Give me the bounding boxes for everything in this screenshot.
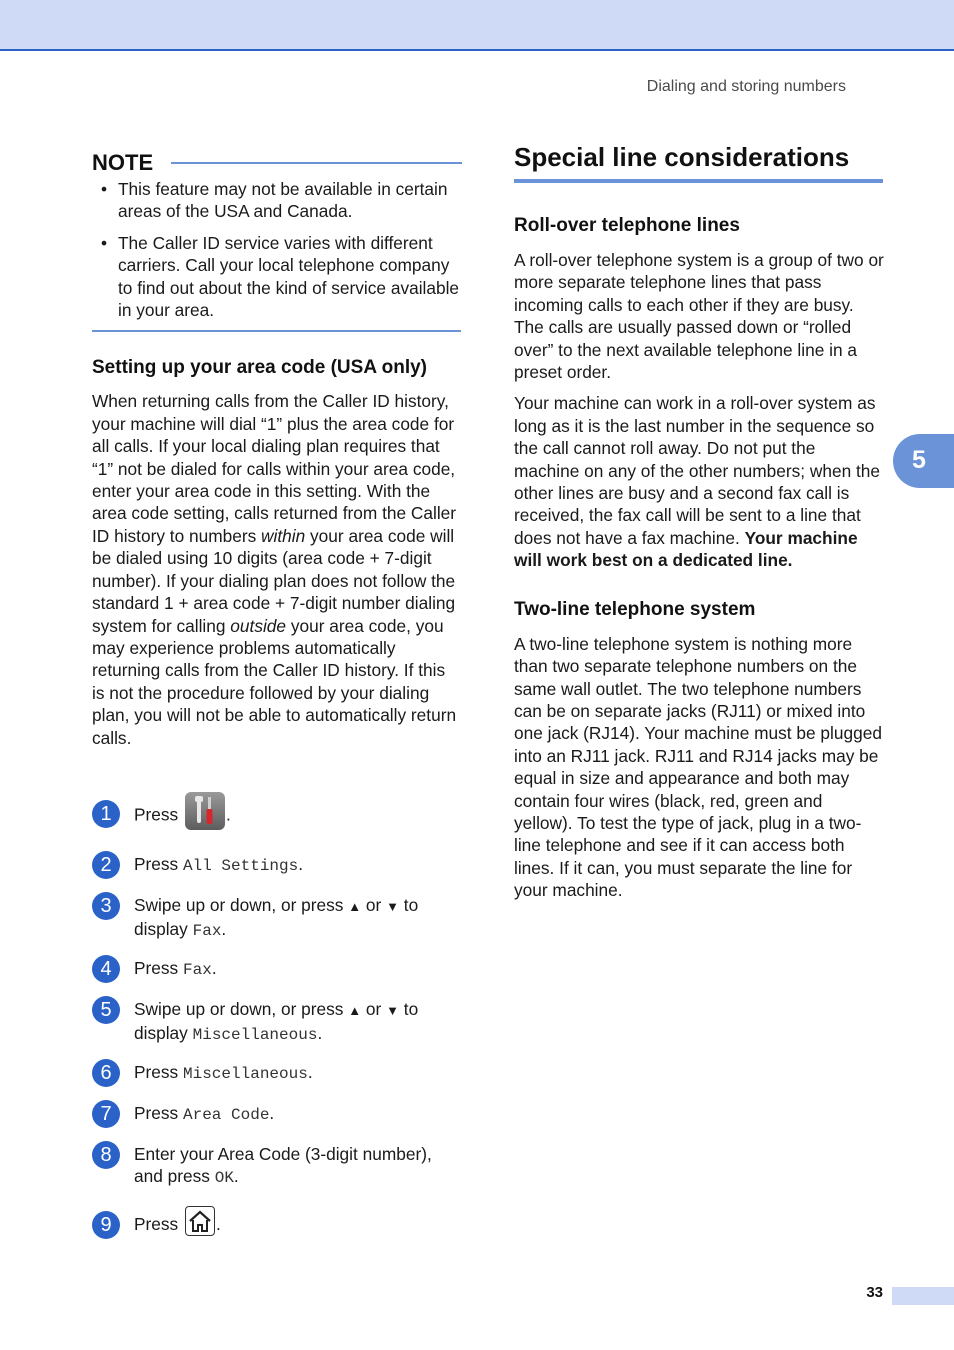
- step-8: 8 Enter your Area Code (3-digit number), and press OK.: [92, 1143, 464, 1190]
- right-column: [514, 142, 884, 902]
- step-number: 6: [92, 1059, 120, 1087]
- rollover-paragraph-1: A roll-over telephone system is a group of two or more separate telephone lines that pass incoming calls to each other if they are busy. The calls are usually passed down or “rolled over” to the next available telephone line in a preset order.: [514, 250, 884, 383]
- step-5: 5 Swipe up or down, or press ▲ or ▼ to display Miscellaneous.: [92, 998, 464, 1047]
- up-arrow-icon[interactable]: ▲: [348, 1003, 362, 1018]
- down-arrow-icon[interactable]: ▼: [386, 1003, 399, 1018]
- tools-icon[interactable]: [185, 792, 225, 830]
- step-number: 8: [92, 1141, 120, 1169]
- step-number: 7: [92, 1100, 120, 1128]
- home-icon[interactable]: [185, 1206, 215, 1236]
- rollover-heading: Roll-over telephone lines: [514, 215, 740, 236]
- section-title: Special line considerations: [514, 142, 850, 172]
- up-arrow-icon[interactable]: ▲: [348, 899, 362, 914]
- note-title: NOTE: [92, 150, 154, 175]
- step-6: 6 Press Miscellaneous.: [92, 1061, 464, 1085]
- area-code-body: When returning calls from the Caller ID history, your machine will dial “1” plus the area code for all calls. If your local dialing plan requires that “1” not be dialed for calls within your area code, enter your area code in this setting. With the area code setting, calls returned from the Caller ID history to numbers within your area code will be dialed using 10 digits (area code + 7-digit number). If your dialing plan does not follow the standard 1 + area code + 7-digit number dialing system for calling outside your area code, you may experience problems automatically returning calls from the Caller ID history. If this is not the procedure followed by your dialing plan, you will not be able to automatically return calls.: [92, 391, 457, 748]
- note-header: [92, 150, 462, 176]
- page-number-box: [892, 1287, 954, 1305]
- step-2: 2 Press All Settings.: [92, 853, 464, 877]
- menu-all-settings[interactable]: All Settings: [183, 857, 299, 875]
- menu-area-code[interactable]: Area Code: [183, 1106, 270, 1124]
- twoline-heading: Two-line telephone system: [514, 598, 756, 620]
- step-9: 9 Press .: [92, 1213, 464, 1236]
- note-list: [92, 178, 462, 321]
- running-head: Dialing and storing numbers: [646, 78, 846, 95]
- note-item: • This feature may not be available in certain areas of the USA and Canada.: [118, 178, 462, 223]
- rollover-paragraph-2: Your machine can work in a roll-over system as long as it is the last number in the sequence so the call cannot roll away. Do not put the machine on any of the other numbers; when the other lines are busy and a second fax call is received, the fax call will be sent to a line that does not have a fax machine. Your machine will work best on a dedicated line.: [514, 393, 881, 571]
- note-rule: [171, 162, 462, 164]
- menu-fax[interactable]: Fax: [183, 961, 212, 979]
- step-3: 3 Swipe up or down, or press ▲ or ▼ to display Fax.: [92, 894, 464, 943]
- page-number: 33: [866, 1284, 883, 1301]
- menu-miscellaneous[interactable]: Miscellaneous: [192, 1026, 318, 1045]
- step-number: 1: [92, 800, 120, 828]
- down-arrow-icon[interactable]: ▼: [386, 899, 399, 914]
- step-1: 1 Press .: [92, 802, 464, 830]
- area-code-heading: Setting up your area code (USA only): [92, 357, 428, 379]
- step-number: 9: [92, 1211, 120, 1239]
- step-number: 2: [92, 851, 120, 879]
- chapter-tab[interactable]: 5: [893, 434, 954, 488]
- step-4: 4 Press Fax.: [92, 957, 464, 981]
- header-band: [0, 0, 954, 51]
- note-item: • The Caller ID service varies with different carriers. Call your local telephone company to find out about the kind of service available in your area.: [118, 232, 462, 322]
- menu-miscellaneous[interactable]: Miscellaneous: [183, 1065, 308, 1083]
- menu-fax[interactable]: Fax: [192, 922, 222, 941]
- twoline-paragraph: A two-line telephone system is nothing more than two separate telephone numbers on the same wall outlet. The two telephone numbers can be on separate jacks (RJ11) or mixed into one jack (RJ14). Your machine must be plugged into an RJ11 jack. RJ11 and RJ14 jacks may be equal in size and appearance and both may contain four wires (black, red, green and yellow). To test the type of jack, plug in a two-line telephone and see if it can access both lines. If it can, you must separate the line for your machine.: [514, 633, 882, 901]
- section-title-rule: [514, 179, 883, 183]
- note-bottom-rule: [92, 330, 461, 332]
- step-number: 3: [92, 892, 120, 920]
- left-column: [92, 150, 462, 1236]
- step-number: 5: [92, 996, 120, 1024]
- step-7: 7 Press Area Code.: [92, 1102, 464, 1126]
- step-number: 4: [92, 955, 120, 983]
- ok-button[interactable]: OK: [214, 1169, 234, 1188]
